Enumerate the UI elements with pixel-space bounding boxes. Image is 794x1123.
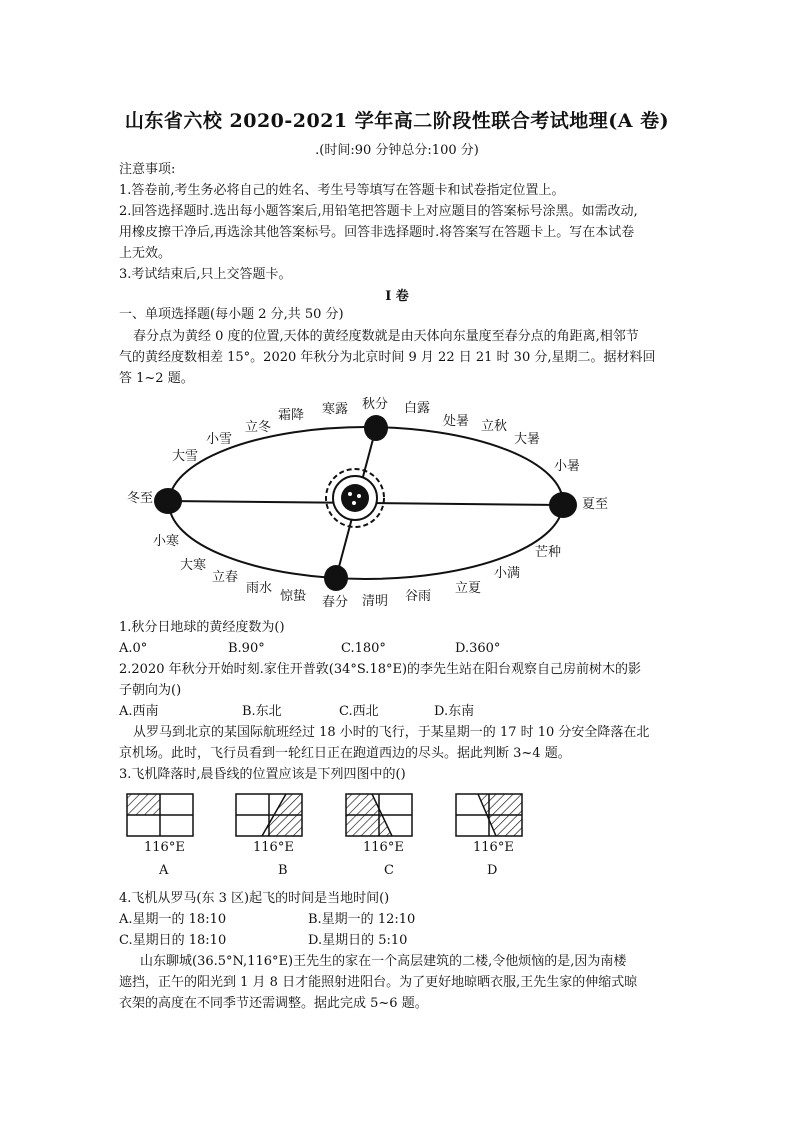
term-bailu: 白露 (404, 401, 431, 416)
q2-option-a: A.西南 (119, 704, 159, 719)
term-daxue: 大雪 (172, 449, 199, 464)
diagram-c (346, 794, 412, 836)
intro2-line-2: 京机场。此时，飞行员看到一轮红日正在跑道西边的尽头。据此判断 3~4 题。 (119, 746, 571, 761)
term-lixia: 立夏 (455, 581, 482, 596)
q4-option-a: A.星期一的 18:10 (119, 912, 227, 927)
q1-stem: 1.秋分日地球的黄经度数为() (119, 620, 285, 635)
term-qingming: 清明 (362, 594, 389, 609)
term-guyu: 谷雨 (405, 589, 432, 604)
diagram-d (456, 794, 522, 836)
diagram-b-longitude: 116°E (253, 840, 294, 855)
intro3-line-2: 遮挡，正午的阳光到 1 月 8 日才能照射进阳台。为了更好地晾晒衣服,王先生家的伸缩式晾 (119, 975, 638, 990)
q2-option-b: B.东北 (242, 704, 282, 719)
term-xiaoman: 小满 (494, 566, 521, 581)
sun-icon (326, 469, 384, 527)
note-3: 3.考试结束后,只上交答题卡。 (119, 267, 292, 282)
exam-title: 山东省六校 2020-2021 学年高二阶段性联合考试地理(A 卷) (124, 110, 670, 132)
earth-summer-solstice (549, 492, 577, 518)
term-liqiu: 立秋 (481, 419, 508, 434)
diagram-d-label: D (487, 863, 498, 878)
section-label: I 卷 (385, 289, 409, 304)
term-chushu: 处暑 (443, 414, 470, 429)
intro1-line-2: 气的黄经度数相差 15°。2020 年秋分为北京时间 9 月 22 日 21 时 30 分,星期二。据材料回 (119, 350, 656, 365)
term-xiazhi: 夏至 (582, 497, 609, 512)
term-lidong: 立冬 (245, 420, 272, 435)
exam-subtitle: .(时间:90 分钟总分:100 分) (315, 143, 479, 158)
note-2-line-1: 2.回答选择题时.选出每小题答案后,用铅笔把答题卡上对应题目的答案标号涂黑。如需改动, (119, 204, 638, 219)
diagram-a-longitude: 116°E (144, 840, 185, 855)
term-yushui: 雨水 (246, 581, 273, 596)
q2-option-c: C.西北 (339, 704, 379, 719)
intro2-line-1: 从罗马到北京的某国际航班经过 18 小时的飞行，于某星期一的 17 时 10 分安全降落在北 (133, 725, 650, 740)
earth-autumn-equinox (364, 415, 388, 441)
term-chunfen: 春分 (322, 595, 349, 610)
q2-option-d: D.东南 (434, 704, 475, 719)
q1-option-a: A.0° (119, 641, 148, 656)
note-2-line-2: 用橡皮擦干净后,再选涂其他答案标号。回答非选择题时.将答案写在答题卡上。写在本试卷 (119, 225, 635, 240)
q2-stem-line-1: 2.2020 年秋分开始时刻.家住开普敦(34°S.18°E)的李先生站在阳台观察自己房前树木的影 (119, 662, 642, 677)
term-hanlu: 寒露 (322, 402, 349, 417)
term-jingzhe: 惊蛰 (280, 589, 307, 604)
q4-option-b: B.星期一的 12:10 (308, 912, 416, 927)
term-mangzhong: 芒种 (535, 545, 562, 560)
diagram-c-label: C (384, 863, 394, 878)
q4-option-d: D.星期日的 5:10 (308, 933, 408, 948)
note-2-line-3: 上无效。 (119, 246, 172, 261)
diagram-d-longitude: 116°E (473, 840, 514, 855)
diagram-b (236, 794, 302, 836)
diagram-a-label: A (159, 863, 169, 878)
note-1: 1.答卷前,考生务必将自己的姓名、考生号等填写在答题卡和试卷指定位置上。 (119, 183, 565, 198)
term-xiaoxue: 小雪 (206, 432, 233, 447)
term-dongzhi: 冬至 (127, 491, 154, 506)
q1-option-c: C.180° (341, 641, 386, 656)
intro3-line-3: 衣架的高度在不同季节还需调整。据此完成 5~6 题。 (119, 996, 428, 1011)
q4-option-c: C.星期日的 18:10 (119, 933, 227, 948)
q1-option-b: B.90° (228, 641, 265, 656)
diagram-b-label: B (278, 863, 288, 878)
term-qiufen: 秋分 (362, 397, 389, 412)
term-xiaoshu: 小暑 (554, 459, 581, 474)
term-xiaohan: 小寒 (153, 534, 180, 549)
q3-stem: 3.飞机降落时,晨昏线的位置应该是下列四图中的() (119, 767, 406, 782)
q4-stem: 4.飞机从罗马(东 3 区)起飞的时间是当地时间() (119, 891, 390, 906)
q2-stem-line-2: 子朝向为() (119, 683, 182, 698)
term-dashu: 大暑 (514, 432, 541, 447)
q1-option-d: D.360° (455, 641, 501, 656)
diagram-c-longitude: 116°E (363, 840, 404, 855)
term-lichun: 立春 (212, 570, 239, 585)
notes-heading: 注意事项: (119, 162, 176, 177)
intro1-line-1: 春分点为黄经 0 度的位置,天体的黄经度数就是由天体向东量度至春分点的角距离,相邻节 (133, 329, 639, 344)
earth-winter-solstice (154, 488, 182, 514)
term-dahan: 大寒 (180, 558, 207, 573)
part-heading: 一、单项选择题(每小题 2 分,共 50 分) (119, 307, 344, 322)
diagram-a (127, 794, 193, 836)
term-shuangjiang: 霜降 (278, 408, 305, 423)
intro1-line-3: 答 1~2 题。 (119, 371, 194, 386)
earth-spring-equinox (324, 565, 348, 591)
intro3-line-1: 山东聊城(36.5°N,116°E)王先生的家在一个高层建筑的二楼,令他烦恼的是,因为南楼 (140, 954, 627, 969)
